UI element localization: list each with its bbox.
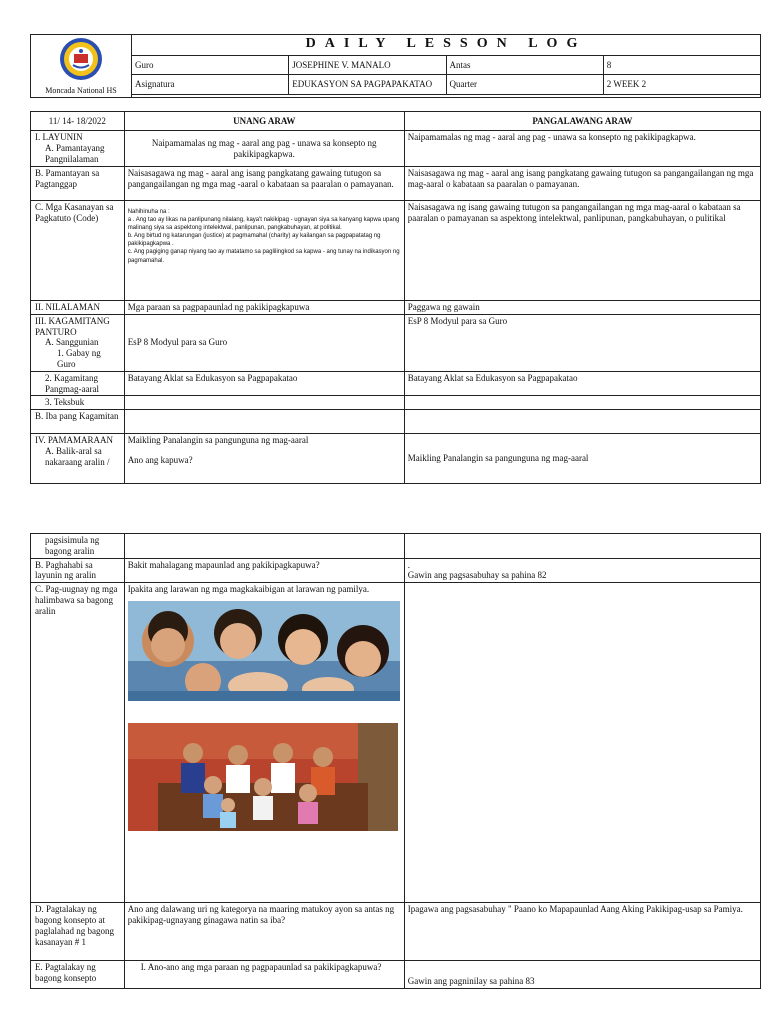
kasanayan-day2: Naisasagawa ng isang gawaing tutugon sa pangangailangan ng mga mag-aaral o kabataan sa paaralan o pamayanan sa aspektong intelektwal, panlipunan, pangkabuhayan, o pulitikal	[404, 201, 760, 301]
pagtalakay2-day2: Gawin ang pagninilay sa pahina 83	[404, 961, 760, 989]
page-title: DAILY LESSON LOG	[132, 35, 761, 56]
row-label-kagamitan: III. KAGAMITANG PANTURO A. Sanggunian 1. Gabay ng Guro	[31, 314, 125, 371]
pamamaraan-day1: Maikling Panalangin sa pangunguna ng mag-aaral Ano ang kapuwa?	[124, 434, 404, 484]
row-label-kasanayan: C. Mga Kasanayan sa Pagkatuto (Code)	[31, 201, 125, 301]
school-seal-icon	[59, 37, 103, 81]
row-label-pag-uugnay: C. Pag-uugnay ng mga halimbawa sa bagong aralin	[31, 583, 125, 903]
row-label-paghahabi: B. Paghahabi sa layunin ng aralin	[31, 558, 125, 583]
nilalaman-day1: Mga paraan sa pagpapaunlad ng pakikipagkapuwa	[124, 301, 404, 315]
guro-label: Guro	[132, 55, 289, 75]
antas-value: 8	[603, 55, 760, 75]
pagganap-day2: Naisasagawa ng mag - aaral ang isang pangkatang gawaing tutugon sa pangangailangan ng mga mag-aaral o kabataan sa paaralan o pamayanan.	[404, 167, 760, 201]
iba-pang-day1	[124, 410, 404, 434]
kagamitang-mag-aaral-day1: Batayang Aklat sa Edukasyon sa Pagpapakatao	[124, 371, 404, 396]
kasanayan-day1: Nahihinuha na : a . Ang tao ay likas na panlipunang nilalang, kaya't nakikipag - ugnayan siya sa kanyang kapwa upang malinang siya sa aspektong intelektwal, panlipunan, pangkabuhayan, at politikal. b. Ang birtud ng katarungan (justice) at pagmamahal (charity) ay kailangan sa pagpapatatag ng pakikipagkapwa . c. Ang pagiging ganap niyang tao ay matatamo sa paglilingkod sa kapwa - ang tunay na indikasyon ng pagmamahal.	[124, 201, 404, 301]
pag-uugnay-day1: Ipakita ang larawan ng mga magkakaibigan at larawan ng pamilya.	[124, 583, 404, 903]
row-label-iba-pang: B. Iba pang Kagamitan	[31, 410, 125, 434]
lesson-table-page2	[30, 533, 761, 989]
family-photo	[128, 723, 398, 831]
layunin-day1: Naipamamalas ng mag - aaral ang pag - unawa sa konsepto ng pakikipagkapwa.	[124, 131, 404, 167]
iba-pang-day2	[404, 410, 760, 434]
row-label-teksbuk: 3. Teksbuk	[31, 396, 125, 410]
date-cell: 11/ 14- 18/2022	[31, 112, 125, 131]
row-label-pagtalakay1: D. Pagtalakay ng bagong konsepto at paglalahad ng bagong kasanayan # 1	[31, 903, 125, 961]
header-table	[30, 34, 761, 98]
col-header-day1: UNANG ARAW	[124, 112, 404, 131]
paghahabi-day1: Bakit mahalagang mapaunlad ang pakikipagkapuwa?	[124, 558, 404, 583]
logo-cell	[31, 35, 132, 98]
row-label-pamamaraan: IV. PAMAMARAAN A. Balik-aral sa nakaraang aralin /	[31, 434, 125, 484]
teksbuk-day2	[404, 396, 760, 410]
lesson-table-page1	[30, 111, 761, 484]
quarter-value: 2 WEEK 2	[603, 75, 760, 95]
row-label-nilalaman: II. NILALAMAN	[31, 301, 125, 315]
pagganap-day1: Naisasagawa ng mag - aaral ang isang pangkatang gawaing tutugon sa pangangailangan ng mga mag -aaral o kabataan sa paaralan o pamayanan.	[124, 167, 404, 201]
col-header-day2: PANGALAWANG ARAW	[404, 112, 760, 131]
pagtalakay2-day1: I. Ano-ano ang mga paraan ng pagpapaunlad sa pakikipagkapuwa?	[124, 961, 404, 989]
antas-label: Antas	[446, 55, 603, 75]
pagsisimula-day1	[124, 534, 404, 559]
pag-uugnay-day2	[404, 583, 760, 903]
row-label-pagtalakay2: E. Pagtalakay ng bagong konsepto	[31, 961, 125, 989]
row-label-pagsisimula: pagsisimula ng bagong aralin	[31, 534, 125, 559]
pagtalakay1-day1: Ano ang dalawang uri ng kategorya na maaring matukoy ayon sa antas ng pakikipag-ugnayang ginagawa natin sa iba?	[124, 903, 404, 961]
school-name: Moncada National HS	[45, 85, 117, 95]
asignatura-value: EDUKASYON SA PAGPAPAKATAO	[289, 75, 446, 95]
kagamitan-day2: EsP 8 Modyul para sa Guro	[404, 314, 760, 371]
pagsisimula-day2	[404, 534, 760, 559]
friends-photo	[128, 601, 400, 701]
kagamitan-day1: EsP 8 Modyul para sa Guro	[124, 314, 404, 371]
layunin-day2: Naipamamalas ng mag - aaral ang pag - unawa sa konsepto ng pakikipagkapwa.	[404, 131, 760, 167]
asignatura-label: Asignatura	[132, 75, 289, 95]
nilalaman-day2: Paggawa ng gawain	[404, 301, 760, 315]
row-label-kagamitang-mag-aaral: 2. Kagamitang Pangmag-aaral	[31, 371, 125, 396]
row-label-layunin: I. LAYUNIN A. Pamantayang Pangnilalaman	[31, 131, 125, 167]
kagamitang-mag-aaral-day2: Batayang Aklat sa Edukasyon sa Pagpapakatao	[404, 371, 760, 396]
teksbuk-day1	[124, 396, 404, 410]
quarter-label: Quarter	[446, 75, 603, 95]
pagtalakay1-day2: Ipagawa ang pagsasabuhay " Paano ko Mapapaunlad Aang Aking Pakikipag-usap sa Pamiya.	[404, 903, 760, 961]
row-label-pagganap: B. Pamantayan sa Pagtanggap	[31, 167, 125, 201]
header-spacer	[132, 95, 761, 98]
paghahabi-day2: . Gawin ang pagsasabuhay sa pahina 82	[404, 558, 760, 583]
pamamaraan-day2: Maikling Panalangin sa pangunguna ng mag-aaral	[404, 434, 760, 484]
guro-value: JOSEPHINE V. MANALO	[289, 55, 446, 75]
